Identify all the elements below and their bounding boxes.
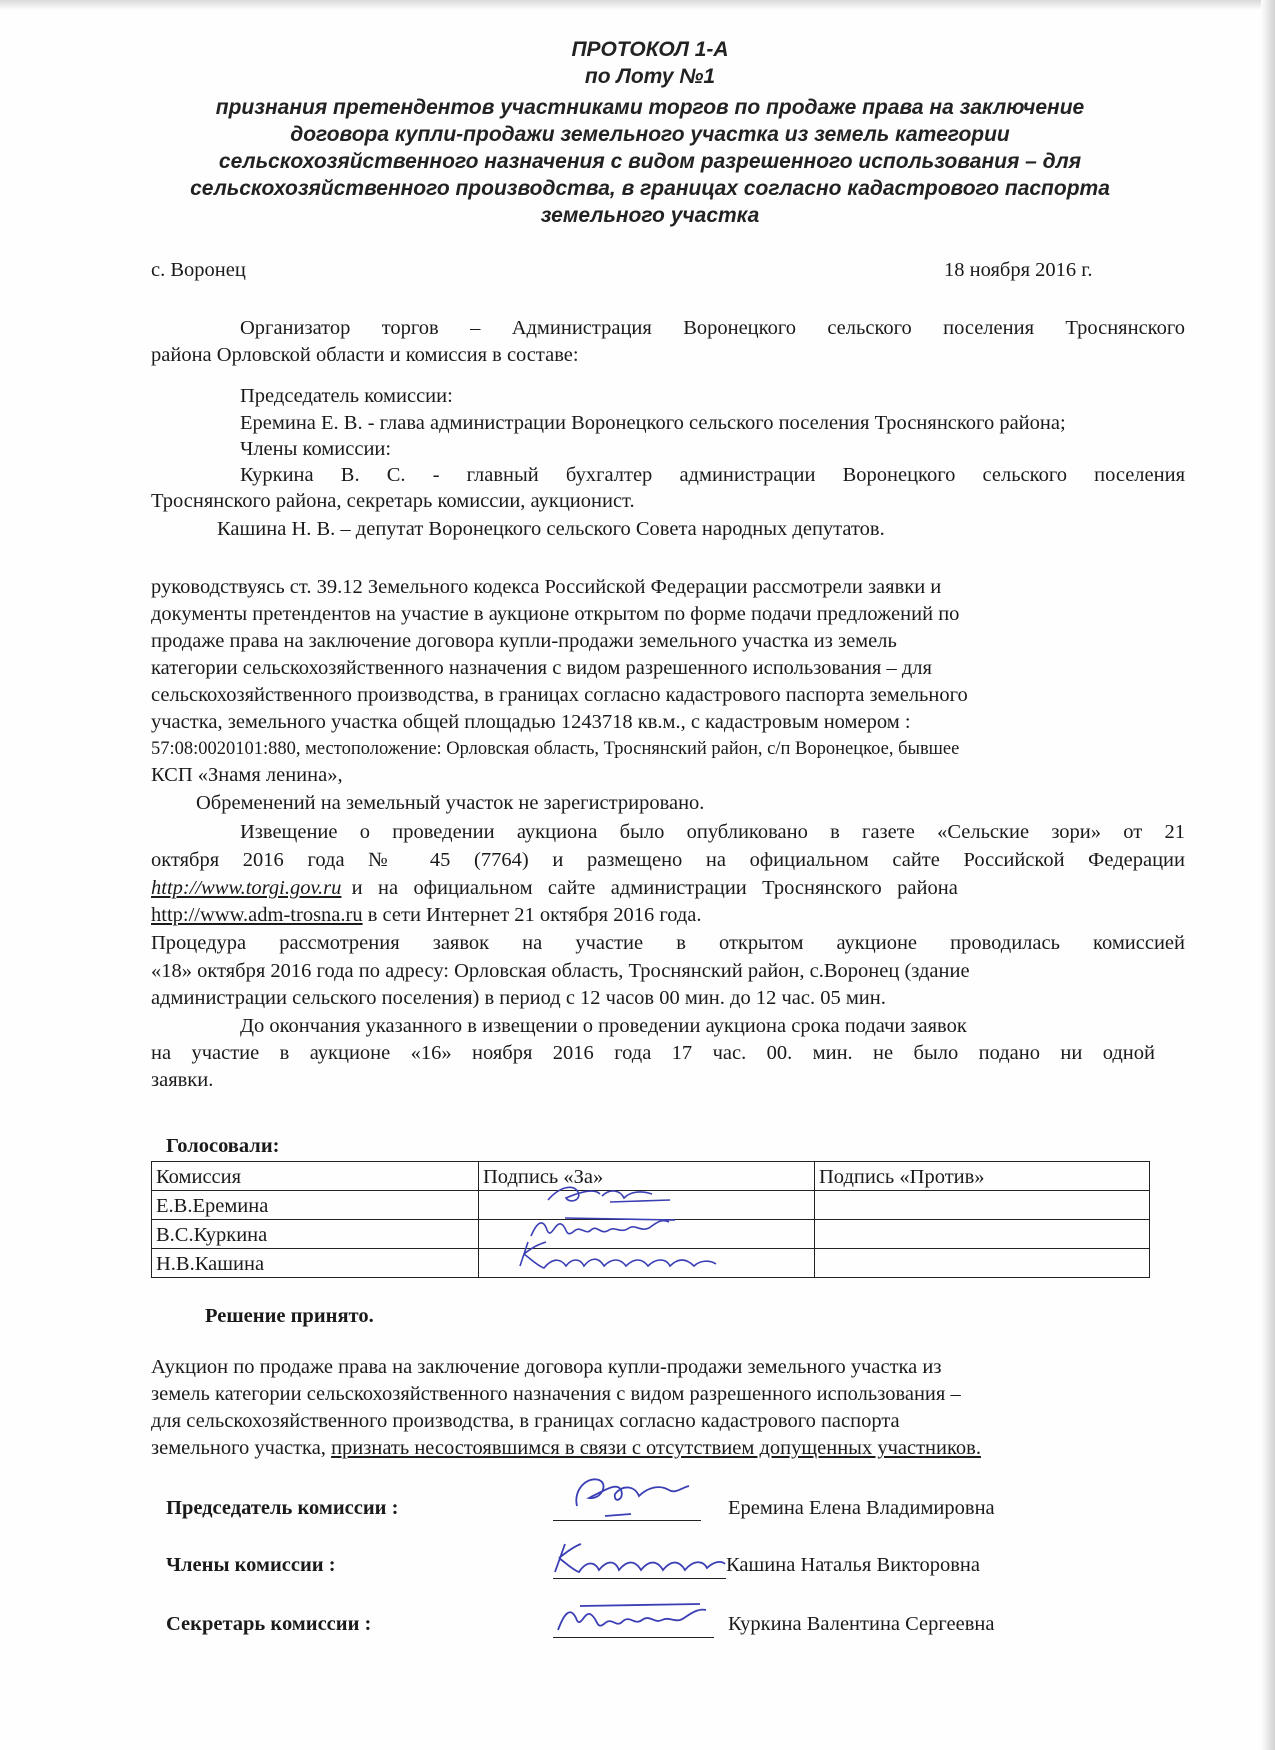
body-line: продаже права на заключение договора купли-продажи земельного участка из земель <box>151 630 897 652</box>
vote-against-cell <box>815 1220 1150 1249</box>
result-line <box>151 1436 981 1460</box>
procedure-line: Процедура рассмотрения заявок на участие в открытом аукционе проводилась комиссией <box>151 932 1185 954</box>
body-line: сельскохозяйственного производства, в границах согласно кадастрового паспорта земельного <box>151 684 968 706</box>
torgi-link[interactable]: http://www.torgi.gov.ru <box>151 877 342 899</box>
vote-against-cell <box>815 1249 1150 1278</box>
result-conclusion: признать несостоявшимся в связи с отсутствием допущенных участников. <box>331 1437 981 1459</box>
signature-eremina-table <box>540 1178 680 1214</box>
date: 18 ноября 2016 г. <box>944 259 1093 281</box>
member-entry: Куркина В. С. - главный бухгалтер администрации Воронецкого сельского поселения <box>240 464 1185 486</box>
signature-kurkina <box>550 1596 720 1640</box>
procedure-line: администрации сельского поселения) в период с 12 часов 00 мин. до 12 час. 05 мин. <box>151 987 886 1009</box>
body-line: участка, земельного участка общей площадью 1243718 кв.м., с кадастровым номером : <box>151 711 911 733</box>
result-line: Аукцион по продаже права на заключение договора купли-продажи земельного участка из <box>151 1356 942 1378</box>
chair-label: Председатель комиссии: <box>240 385 453 407</box>
result-text: земельного участка, <box>151 1437 332 1459</box>
notice-text: и на официальном сайте администрации Троснянского района <box>341 877 958 899</box>
result-line: земель категории сельскохозяйственного назначения с видом разрешенного использования – <box>151 1383 961 1405</box>
place: с. Воронец <box>151 259 246 281</box>
deadline-line: До окончания указанного в извещении о проведении аукциона срока подачи заявок <box>240 1015 967 1037</box>
deadline-line: на участие в аукционе «16» ноября 2016 года 17 час. 00. мин. не было подано ни одной <box>151 1042 1155 1064</box>
notice-line <box>151 903 702 927</box>
protocol-subtitle-line: сельскохозяйственного назначения с видом разрешенного использования – для <box>218 150 1082 173</box>
chair-entry: Еремина Е. В. - глава администрации Воронецкого сельского поселения Троснянского района; <box>240 412 1066 434</box>
body-line: КСП «Знамя ленина», <box>151 764 343 786</box>
notice-line: Извещение о проведении аукциона было опубликовано в газете «Сельские зори» от 21 <box>240 821 1185 843</box>
signature-role: Председатель комиссии : <box>166 1497 399 1519</box>
notice-text: в сети Интернет 21 октября 2016 года. <box>362 904 702 926</box>
procedure-line: «18» октября 2016 года по адресу: Орловская область, Троснянский район, с.Воронец (здание <box>151 960 970 982</box>
organizer-line: района Орловской области и комиссия в составе: <box>151 344 579 366</box>
vote-member-cell: Н.В.Кашина <box>152 1249 479 1278</box>
vote-header-cell: Подпись «За» <box>479 1162 815 1191</box>
adm-trosna-link[interactable]: http://www.adm-trosna.ru <box>151 904 363 926</box>
protocol-subtitle-line: признания претендентов участниками торгов по продаже права на заключение <box>215 96 1085 119</box>
signature-name: Куркина Валентина Сергеевна <box>728 1613 995 1635</box>
protocol-subtitle-line: сельскохозяйственного производства, в границах согласно кадастрового паспорта <box>190 177 1110 200</box>
notice-line: октября 2016 года № 45 (7764) и размещено на официальном сайте Российской Федерации <box>151 849 1185 871</box>
encumbrance: Обременений на земельный участок не зарегистрировано. <box>196 792 705 814</box>
protocol-subtitle-line: договора купли-продажи земельного участка из земель категории <box>290 123 1010 146</box>
vote-member-cell: Е.В.Еремина <box>152 1191 479 1220</box>
signature-kashina-table <box>510 1236 730 1276</box>
protocol-title: ПРОТОКОЛ 1-А <box>571 38 729 61</box>
decision: Решение принято. <box>205 1305 374 1327</box>
notice-line <box>151 876 1185 900</box>
body-line: категории сельскохозяйственного назначения с видом разрешенного использования – для <box>151 657 932 679</box>
body-line: 57:08:0020101:880, местоположение: Орловская область, Троснянский район, с/п Воронецкое, бывшее <box>151 739 960 759</box>
organizer-line: Организатор торгов – Администрация Воронецкого сельского поселения Троснянского <box>240 317 1185 339</box>
vote-against-cell <box>815 1191 1150 1220</box>
result-line: для сельскохозяйственного производства, в границах согласно кадастрового паспорта <box>151 1410 900 1432</box>
deadline-line: заявки. <box>151 1069 214 1091</box>
signature-role: Секретарь комиссии : <box>166 1613 372 1635</box>
vote-label: Голосовали: <box>166 1135 280 1157</box>
signature-role: Члены комиссии : <box>166 1554 336 1576</box>
protocol-lot: по Лоту №1 <box>584 65 716 88</box>
protocol-subtitle-line: земельного участка <box>540 204 760 227</box>
scan-edge-top <box>0 0 1275 10</box>
vote-header-cell: Комиссия <box>152 1162 479 1191</box>
body-line: документы претендентов на участие в аукционе открытом по форме подачи предложений по <box>151 603 960 625</box>
signature-kashina <box>545 1534 730 1580</box>
members-label: Члены комиссии: <box>240 438 392 460</box>
vote-member-cell: В.С.Куркина <box>152 1220 479 1249</box>
scan-edge-right <box>1261 0 1275 1750</box>
body-line: руководствуясь ст. 39.12 Земельного кодекса Российской Федерации рассмотрели заявки и <box>151 576 942 598</box>
member-entry: Троснянского района, секретарь комиссии, аукционист. <box>151 490 635 512</box>
member-entry: Кашина Н. В. – депутат Воронецкого сельского Совета народных депутатов. <box>217 518 885 540</box>
signature-name: Еремина Елена Владимировна <box>728 1497 995 1519</box>
signature-eremina <box>565 1466 705 1522</box>
signature-name: Кашина Наталья Викторовна <box>726 1554 980 1576</box>
vote-header-cell: Подпись «Против» <box>815 1162 1150 1191</box>
